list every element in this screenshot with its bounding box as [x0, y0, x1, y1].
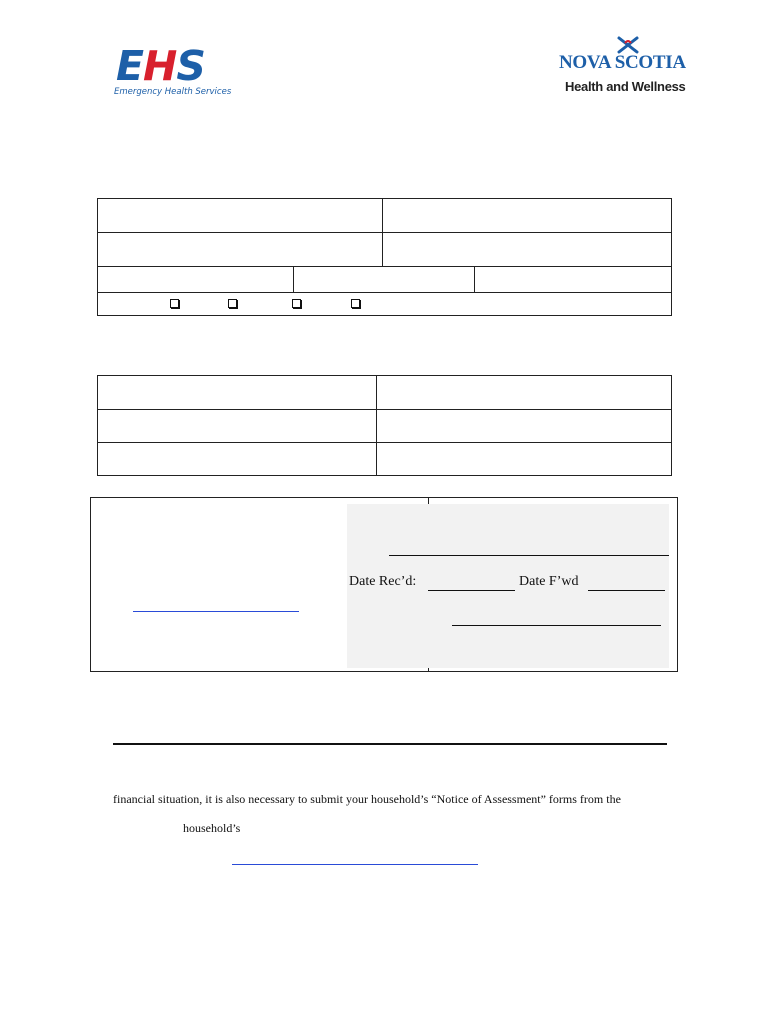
date-received-label: Date Rec’d:: [349, 574, 417, 589]
nova-scotia-subtitle: Health and Wellness: [565, 79, 686, 94]
section-divider: [113, 743, 667, 745]
email-link[interactable]: [133, 611, 299, 612]
ehs-logo: [112, 42, 242, 102]
checkbox[interactable]: [292, 299, 301, 308]
office-use-box: [90, 497, 678, 672]
nova-scotia-name: NOVA SCOTIA: [559, 52, 686, 73]
nova-scotia-logo: [556, 36, 690, 98]
checkbox-row: [98, 293, 672, 316]
form-field[interactable]: [98, 443, 377, 476]
date-forwarded-label: Date F’wd: [519, 574, 579, 589]
ehs-wordmark: EHS: [116, 42, 205, 90]
form-field[interactable]: [98, 233, 383, 267]
instruction-text: financial situation, it is also necessary to submit your household’s “Notice of Assessment” forms from the: [113, 792, 621, 806]
form-field[interactable]: [475, 267, 672, 293]
checkbox[interactable]: [351, 299, 360, 308]
form-field[interactable]: [383, 199, 672, 233]
date-received-field[interactable]: [428, 590, 515, 591]
form-field[interactable]: [294, 267, 475, 293]
hyperlink[interactable]: [232, 864, 478, 865]
form-field[interactable]: [377, 376, 672, 410]
form-field[interactable]: [98, 199, 383, 233]
checkbox[interactable]: [170, 299, 179, 308]
office-line[interactable]: [389, 555, 669, 556]
office-line[interactable]: [452, 625, 661, 626]
checkbox[interactable]: [228, 299, 237, 308]
date-forwarded-field[interactable]: [588, 590, 665, 591]
office-use-panel: [347, 504, 669, 668]
patient-info-table: [97, 198, 672, 316]
form-field[interactable]: [377, 443, 672, 476]
form-field[interactable]: [98, 376, 377, 410]
instruction-text: household’s: [183, 821, 241, 835]
ehs-subtitle: Emergency Health Services: [114, 87, 232, 97]
form-field[interactable]: [98, 267, 294, 293]
form-field[interactable]: [377, 410, 672, 443]
contact-info-table: [97, 375, 672, 476]
form-field[interactable]: [98, 410, 377, 443]
form-field[interactable]: [383, 233, 672, 267]
